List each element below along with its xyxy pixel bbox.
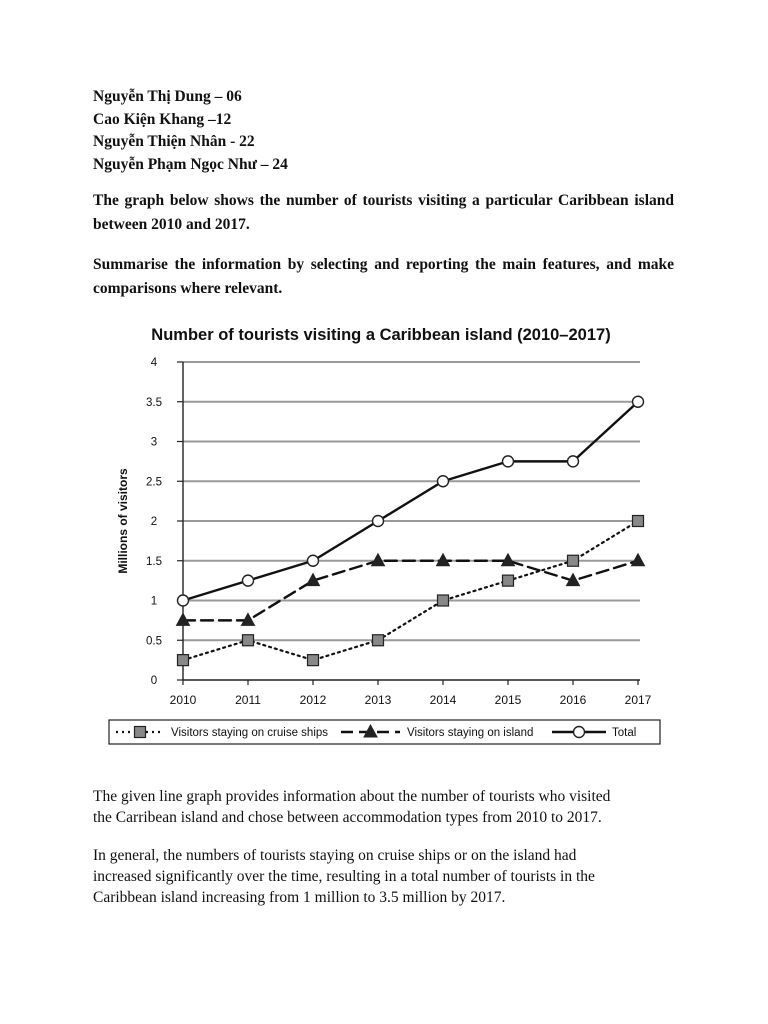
author-list bbox=[93, 86, 288, 176]
x-tick-label: 2011 bbox=[235, 693, 261, 707]
data-point-square bbox=[178, 655, 189, 666]
series-line-circle bbox=[183, 402, 638, 601]
y-tick-label: 1.5 bbox=[146, 555, 162, 568]
paragraph-line: the Carribean island and chose between accommodation types from 2010 to 2017. bbox=[93, 809, 602, 826]
data-point-circle bbox=[633, 396, 644, 407]
data-point-circle bbox=[178, 595, 189, 606]
data-point-square bbox=[568, 555, 579, 566]
y-tick-label: 0.5 bbox=[146, 635, 162, 648]
x-tick-label: 2016 bbox=[559, 693, 587, 707]
paragraph-line: Caribbean island increasing from 1 million to 3.5 million by 2017. bbox=[93, 889, 506, 906]
data-point-circle bbox=[568, 456, 579, 467]
author-name: Nguyễn Thiện Nhân - 22 bbox=[93, 133, 255, 150]
line-chart bbox=[100, 318, 675, 763]
y-tick-label: 2.5 bbox=[146, 476, 162, 489]
legend-label: Visitors staying on island bbox=[407, 727, 534, 739]
answer-paragraph-1 bbox=[93, 786, 674, 828]
x-tick-label: 2017 bbox=[624, 693, 652, 707]
x-tick-label: 2012 bbox=[299, 693, 327, 707]
data-point-circle bbox=[308, 555, 319, 566]
x-tick-label: 2014 bbox=[429, 693, 457, 707]
author-name: Cao Kiện Khang –12 bbox=[93, 110, 232, 128]
data-point-circle bbox=[438, 476, 449, 487]
chart-title: Number of tourists visiting a Caribbean island (2010–2017) bbox=[151, 326, 611, 344]
data-point-circle bbox=[373, 516, 384, 527]
data-point-square bbox=[503, 575, 514, 586]
x-tick-label: 2015 bbox=[494, 693, 522, 707]
y-tick-label: 0 bbox=[150, 675, 158, 687]
legend-label: Total bbox=[612, 727, 637, 739]
x-tick-label: 2013 bbox=[364, 693, 392, 707]
data-point-square bbox=[308, 655, 319, 666]
paragraph-line: In general, the numbers of tourists staying on cruise ships or on the island had bbox=[93, 847, 577, 864]
author-name: Nguyễn Phạm Ngọc Như – 24 bbox=[93, 155, 288, 173]
x-tick-label: 2010 bbox=[169, 693, 197, 707]
y-tick-label: 3 bbox=[150, 436, 158, 449]
y-tick-label: 2 bbox=[150, 516, 158, 528]
data-point-square bbox=[243, 635, 254, 646]
y-tick-label: 4 bbox=[150, 357, 158, 369]
y-tick-label: 1 bbox=[150, 595, 158, 608]
data-point-square bbox=[373, 635, 384, 646]
y-axis-label: Millions of visitors bbox=[116, 468, 130, 574]
task-instruction: Summarise the information by selecting and reporting the main features, and make comparisons where relevant. bbox=[93, 256, 674, 297]
data-point-square bbox=[438, 595, 449, 606]
task-description: The graph below shows the number of tourists visiting a particular Caribbean island between 2010 and 2017. bbox=[93, 192, 674, 233]
author-name: Nguyễn Thị Dung – 06 bbox=[93, 88, 242, 105]
paragraph-line: increased significantly over the time, resulting in a total number of tourists in the bbox=[93, 868, 595, 885]
legend-marker-square bbox=[135, 727, 146, 738]
answer-paragraph-2 bbox=[93, 845, 674, 908]
legend-marker-circle bbox=[574, 727, 585, 738]
paragraph-line: The given line graph provides information about the number of tourists who visited bbox=[93, 788, 611, 805]
data-point-square bbox=[633, 516, 644, 527]
data-point-circle bbox=[243, 575, 254, 586]
legend-label: Visitors staying on cruise ships bbox=[171, 727, 329, 739]
y-tick-label: 3.5 bbox=[146, 396, 162, 409]
data-point-circle bbox=[503, 456, 514, 467]
series-line-triangle bbox=[183, 561, 638, 621]
